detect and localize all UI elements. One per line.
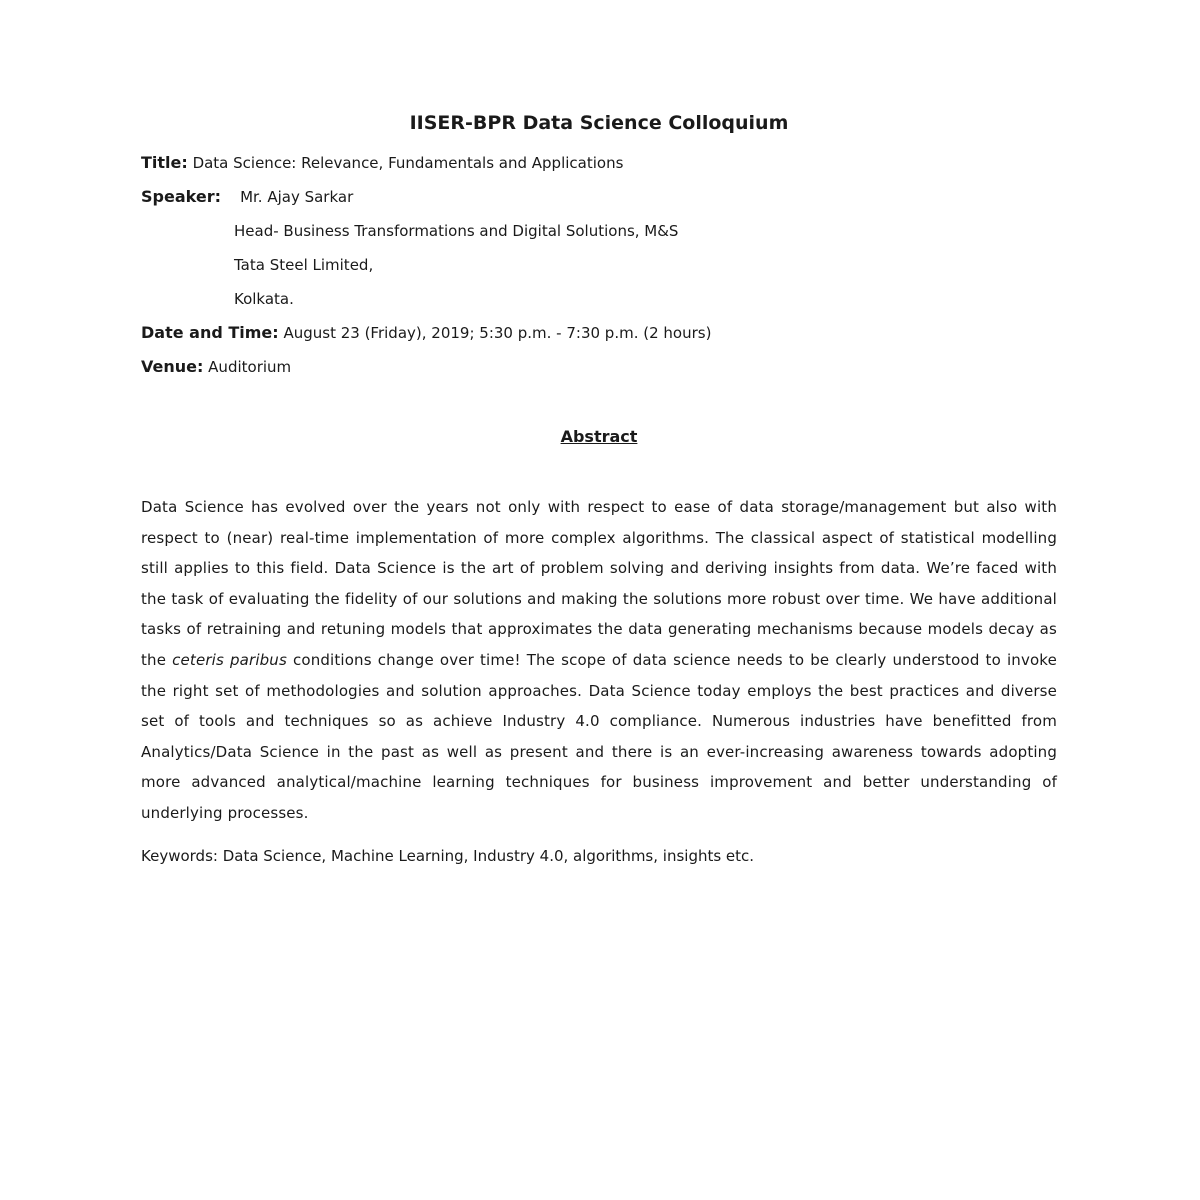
title-label: Title: [141, 153, 188, 172]
document-title: IISER-BPR Data Science Colloquium [409, 112, 789, 134]
document-page [141, 108, 1057, 871]
title-field [141, 146, 1057, 180]
speaker-affiliation-line: Head- Business Transformations and Digital Solutions, M&S [234, 222, 679, 240]
title-value: Data Science: Relevance, Fundamentals and Applications [192, 154, 624, 172]
abstract-text [141, 492, 1057, 829]
speaker-affiliation-line: Kolkata. [234, 290, 294, 308]
date-time-label: Date and Time: [141, 323, 279, 342]
abstract-heading: Abstract [560, 427, 638, 446]
date-time-field [141, 316, 1057, 350]
speaker-field [141, 180, 1057, 214]
abstract-text-part-1: Data Science has evolved over the years not only with respect to ease of data storage/management but also with respect to (near) real-time implementation of more complex algorithms. The classical aspect of statistical modelling still applies to this field. Data Science is the art of problem solving and deriving insights from data. We’re faced with the task of evaluating the fidelity of our solutions and making the solutions more robust over time. We have additional tasks of retraining and retuning models that approximates the data generating mechanisms because models decay as the [141, 498, 1057, 669]
abstract-italic-phrase: ceteris paribus [172, 650, 287, 669]
date-time-value: August 23 (Friday), 2019; 5:30 p.m. - 7:30 p.m. (2 hours) [283, 324, 712, 342]
venue-label: Venue: [141, 357, 204, 376]
venue-field [141, 350, 1057, 384]
keywords: Keywords: Data Science, Machine Learning, Industry 4.0, algorithms, insights etc. [141, 846, 755, 865]
speaker-affiliation-line: Tata Steel Limited, [234, 256, 374, 274]
speaker-name: Mr. Ajay Sarkar [240, 188, 354, 206]
abstract-text-part-2: conditions change over time! The scope of data science needs to be clearly understood to invoke the right set of methodologies and solution approaches. Data Science today employs the best practices and diverse set of tools and techniques so as achieve Industry 4.0 compliance. Numerous industries have benefitted from Analytics/Data Science in the past as well as present and there is an ever-increasing awareness towards adopting more advanced analytical/machine learning techniques for business improvement and better understanding of underlying processes. [141, 650, 1057, 822]
speaker-label: Speaker: [141, 187, 221, 206]
venue-value: Auditorium [208, 358, 292, 376]
